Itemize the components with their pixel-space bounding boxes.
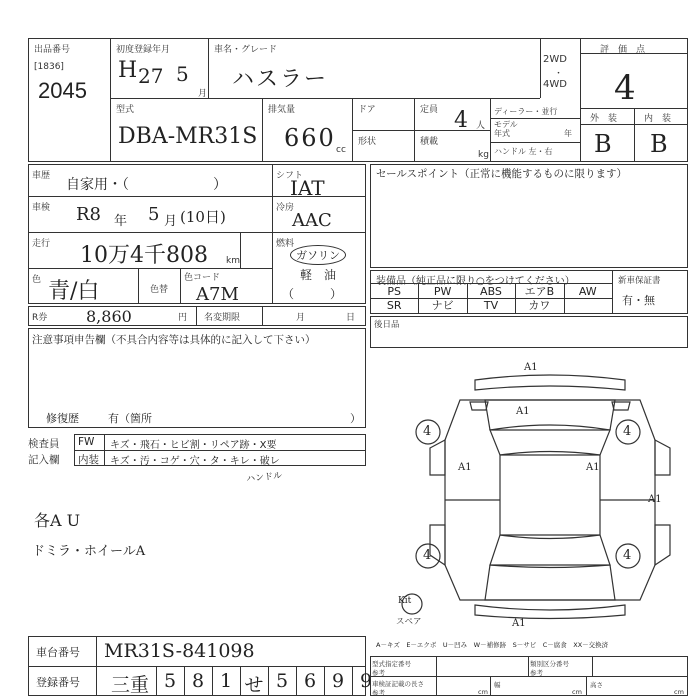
reg-month: 5 bbox=[176, 62, 189, 86]
height-unit: cm bbox=[674, 688, 684, 696]
load-unit: kg bbox=[478, 150, 489, 160]
fuel-label: 燃料 bbox=[276, 239, 295, 249]
lot-sub: [1836] bbox=[34, 62, 64, 72]
repair-label: 修復歴 bbox=[46, 412, 79, 425]
equipment-item: ナビ bbox=[431, 299, 454, 312]
capacity-value: 4 bbox=[454, 108, 468, 133]
repair-close: ） bbox=[350, 412, 361, 425]
reg-year: 27 bbox=[138, 64, 164, 88]
tax-yen: 円 bbox=[178, 313, 188, 323]
color-code-label: 色コード bbox=[184, 273, 221, 283]
plate-cell: せ bbox=[244, 674, 264, 696]
tax-frame bbox=[28, 306, 366, 326]
equipment-item: SR bbox=[386, 299, 402, 312]
type-designation-ref: 参考 bbox=[372, 669, 385, 677]
door-label: ドア bbox=[358, 105, 376, 115]
inspector-label-1: 検査員 bbox=[28, 438, 60, 450]
category-ref: 参考 bbox=[530, 669, 543, 677]
type-designation-label: 型式指定番号 bbox=[372, 660, 411, 668]
score-label: 評 価 点 bbox=[600, 45, 646, 55]
history-value: 自家用・（ ） bbox=[66, 177, 227, 193]
tire-mark-1: 4 bbox=[423, 424, 432, 439]
shape-label: 形状 bbox=[358, 137, 377, 147]
height-label: 高さ bbox=[590, 681, 603, 689]
deadline-month: 月 bbox=[296, 313, 306, 323]
width-unit: cm bbox=[572, 688, 582, 696]
tax-label: R券 bbox=[32, 313, 48, 323]
inspector-label-2: 記入欄 bbox=[28, 454, 60, 466]
model-year-label: モデル 年式 bbox=[494, 120, 518, 138]
exterior-value: B bbox=[594, 130, 612, 158]
plate-cell: 5 bbox=[275, 670, 289, 692]
length-label: 車検証記載の長さ bbox=[372, 680, 424, 688]
mark-1: A1 bbox=[524, 362, 538, 373]
mark-5: A1 bbox=[648, 494, 662, 505]
disp-label: 排気量 bbox=[268, 105, 296, 115]
tax-value: 8,860 bbox=[86, 307, 132, 326]
year-unit: 年 bbox=[564, 129, 572, 138]
inspection-month-unit: 月 bbox=[164, 214, 178, 229]
tire-mark-2: 4 bbox=[623, 424, 632, 439]
mark-6: A1 bbox=[512, 618, 526, 629]
warranty-value: 有・無 bbox=[622, 294, 655, 307]
drive-2wd: 2WD bbox=[543, 54, 567, 65]
notes-title: 注意事項申告欄（不具合内容等は具体的に記入して下さい） bbox=[32, 334, 316, 346]
inspection-era: R8 bbox=[76, 204, 102, 225]
roof bbox=[500, 455, 600, 535]
plate-label: 登録番号 bbox=[36, 676, 80, 689]
mileage-value: 10万4千808 bbox=[80, 243, 208, 268]
deadline-day: 日 bbox=[346, 313, 356, 323]
repaint-label: 色替 bbox=[150, 285, 169, 295]
trunk bbox=[485, 565, 615, 600]
model-label: 型式 bbox=[116, 105, 135, 115]
spare-label: スペア bbox=[396, 617, 422, 627]
car-name: ハスラー bbox=[232, 67, 329, 92]
shift-label: シフト bbox=[276, 171, 304, 181]
plate-cell: 三重 bbox=[110, 674, 149, 696]
fuel-gas: ガソリン bbox=[290, 245, 346, 265]
exterior-label: 外 装 bbox=[590, 114, 618, 124]
capacity-unit: 人 bbox=[476, 121, 486, 131]
color-code-value: A7M bbox=[196, 284, 239, 305]
chassis-value: MR31S-841098 bbox=[104, 640, 255, 662]
plate-cell: 5 bbox=[163, 670, 177, 692]
shift-value: IAT bbox=[290, 176, 325, 200]
kit-label: Kit bbox=[398, 596, 412, 606]
front-bumper bbox=[475, 375, 625, 390]
dealer-label: ディーラー・並行 bbox=[494, 107, 558, 116]
drive-4wd: 4WD bbox=[543, 79, 567, 90]
chassis-label: 車台番号 bbox=[36, 646, 80, 659]
name-label: 車名・グレード bbox=[214, 45, 278, 55]
equipment-item: PS bbox=[387, 285, 401, 298]
equipment-title: 装備品（純正品に限り○をつけてください） bbox=[376, 276, 575, 287]
plate-cell: 1 bbox=[219, 670, 233, 692]
width-label: 幅 bbox=[494, 681, 501, 689]
category-label: 類別区分番号 bbox=[530, 660, 569, 668]
inspector-row1-tag: FW bbox=[78, 436, 95, 448]
reg-month-unit: 月 bbox=[198, 89, 208, 99]
sales-points-title: セールスポイント（正常に機能するものに限ります） bbox=[376, 168, 628, 180]
lot-label: 出品番号 bbox=[34, 45, 71, 55]
disp-value: 660 bbox=[284, 124, 336, 152]
load-label: 積載 bbox=[420, 137, 439, 147]
color-value: 青/白 bbox=[48, 279, 100, 304]
inspection-label: 車検 bbox=[32, 203, 51, 213]
deadline-label: 名変期限 bbox=[204, 313, 241, 323]
reg-label: 初度登録年月 bbox=[116, 45, 171, 55]
inspector-row1-text: キズ・飛石・ヒビ割・リペア跡・X要 bbox=[110, 440, 277, 451]
history-label: 車歴 bbox=[32, 171, 51, 181]
interior-label: 内 装 bbox=[644, 114, 672, 124]
tire-mark-4: 4 bbox=[623, 548, 632, 563]
mark-4: A1 bbox=[586, 462, 600, 473]
plate-cell: 9 bbox=[359, 670, 373, 692]
plate-cell: 6 bbox=[303, 670, 317, 692]
legend-text: A－キズ E－エクボ U－凹み W－補修跡 S－サビ C－腐食 XX－交換済 bbox=[376, 641, 609, 649]
rear-bumper bbox=[475, 605, 625, 619]
interior-value: B bbox=[650, 130, 668, 158]
inspection-year-unit: 年 bbox=[114, 214, 128, 229]
equipment-item: エアB bbox=[524, 285, 555, 298]
model-value: DBA-MR31S bbox=[118, 124, 258, 149]
inspection-month: 5 bbox=[148, 204, 160, 225]
after-frame bbox=[370, 316, 688, 348]
inspector-row2-tag: 内装 bbox=[78, 454, 99, 466]
equipment-item: PW bbox=[433, 285, 452, 298]
reg-era: H bbox=[118, 58, 138, 83]
fuel-diesel: 軽 油 bbox=[300, 268, 337, 282]
length-unit: cm bbox=[478, 688, 488, 696]
repair-value: 有（箇所 bbox=[108, 412, 152, 425]
inspector-row2-text: キズ・汚・コゲ・穴・タ・キレ・破レ bbox=[110, 456, 280, 467]
tire-mark-3: 4 bbox=[423, 548, 432, 563]
handle-label: ハンドル 左・右 bbox=[494, 147, 553, 156]
mileage-label: 走行 bbox=[32, 239, 51, 249]
warranty-label: 新車保証書 bbox=[618, 276, 661, 286]
score-value: 4 bbox=[614, 68, 636, 108]
plate-cell: 8 bbox=[191, 670, 205, 692]
color-label: 色 bbox=[32, 275, 42, 285]
mark-2: A1 bbox=[516, 406, 530, 417]
capacity-label: 定員 bbox=[420, 105, 439, 115]
equipment-item: カワ bbox=[528, 299, 551, 312]
handwritten-note-1: 各A U bbox=[34, 511, 81, 530]
length-ref: 参考 bbox=[372, 689, 385, 697]
after-label: 後日品 bbox=[374, 320, 400, 330]
ac-value: AAC bbox=[292, 210, 332, 231]
mileage-unit: km bbox=[226, 256, 240, 266]
handle-note: ハンドル bbox=[245, 471, 283, 485]
ac-label: 冷房 bbox=[276, 203, 295, 213]
plate-cell: 9 bbox=[331, 670, 345, 692]
disp-unit: cc bbox=[336, 145, 346, 155]
lot-number: 2045 bbox=[38, 78, 87, 103]
mark-3: A1 bbox=[458, 462, 472, 473]
equipment-item: AW bbox=[578, 285, 597, 298]
handwritten-note-2: ドミラ・ホイールA bbox=[32, 544, 146, 559]
drive-dot: ・ bbox=[554, 69, 564, 79]
equipment-item: ABS bbox=[480, 285, 502, 298]
equipment-item: TV bbox=[483, 299, 499, 312]
inspection-day: (10日) bbox=[180, 208, 226, 226]
fuel-other: （ ） bbox=[282, 287, 343, 301]
rear-window bbox=[490, 535, 610, 568]
